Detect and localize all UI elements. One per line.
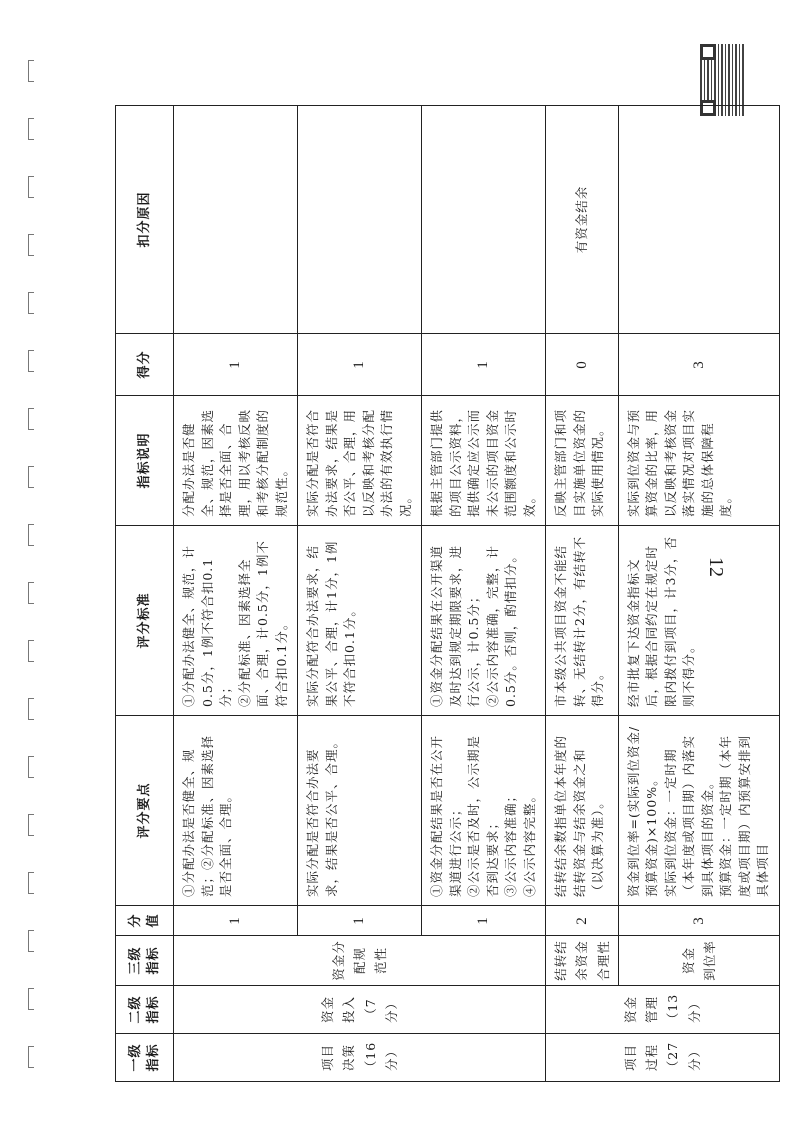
binding-mark <box>28 350 34 372</box>
binding-mark <box>28 466 34 488</box>
weight-cell: 1 <box>422 906 546 936</box>
weight-cell: 1 <box>298 906 422 936</box>
key-points-cell: ①资金分配结果是否在公开渠道进行公示； ②公示是否及时，公示期是否到达要求； ③公示内容准确； ④公示内容完整。 <box>422 716 546 906</box>
score-cell: 1 <box>422 334 546 396</box>
key-points-cell: ①分配办法是否健全、规范；②分配标准、因素选择是否全面、合理。 <box>174 716 298 906</box>
header-level1: 一级 指标 <box>116 1034 174 1082</box>
deduction-cell <box>422 106 546 334</box>
deduction-cell <box>298 106 422 334</box>
header-key-points: 评分要点 <box>116 716 174 906</box>
deduction-cell: 有资金结余 <box>546 106 619 334</box>
header-deduction: 扣分原因 <box>116 106 174 334</box>
header-criteria: 评分标准 <box>116 526 174 716</box>
level1-cell: 项目 决策 （16分） <box>174 1034 546 1082</box>
level2-cell: 资金 管理 （13 分） <box>546 986 780 1034</box>
binding-mark <box>28 698 34 720</box>
binding-mark <box>28 756 34 778</box>
description-cell: 实际分配是否符合办法要求，结果是否公平、合理，用以反映和考核分配办法的有效执行情况。 <box>298 396 422 526</box>
header-weight: 分 值 <box>116 906 174 936</box>
score-cell: 3 <box>618 334 779 396</box>
weight-cell: 2 <box>546 906 619 936</box>
binding-mark <box>28 988 34 1010</box>
table-row <box>422 106 546 1082</box>
key-points-cell: 结转结余数指单位本年度的结转资金与结余资金之和（以决算为准）。 <box>546 716 619 906</box>
criteria-cell: ①分配办法健全、规范，计0.5分，1例不符合扣0.1分； ②分配标准、因素选择全面、合理，计0.5分，1例不符合扣0.1分。 <box>174 526 298 716</box>
header-level2: 二级 指标 <box>116 986 174 1034</box>
description-cell: 根据主管部门提供的项目公示资料，提供确定应公示而未公示的项目资金范围额度和公示时效。 <box>422 396 546 526</box>
criteria-cell: 经市批复下达资金指标文后，根据合同约定在规定时限内拨付到项目，计3分，否则不得分。 <box>618 526 779 716</box>
key-points-cell: 资金到位率=(实际到位资金/预算资金)×100%。 实际到位资金：一定时期（本年度或项目期）内落实到具体项目的资金。 预算资金：一定时期（本年度或项目期）内预算安排到具体项目 <box>618 716 779 906</box>
score-cell: 1 <box>298 334 422 396</box>
criteria-cell: 市本级公共项目资金不能结转、无结转计2分，有结转不得分。 <box>546 526 619 716</box>
binding-mark <box>28 524 34 546</box>
table-row <box>546 106 619 1082</box>
binding-mark <box>28 408 34 430</box>
binding-mark <box>28 118 34 140</box>
weight-cell: 1 <box>174 906 298 936</box>
key-points-cell: 实际分配是否符合办法要求，结果是否公平、合理。 <box>298 716 422 906</box>
binding-mark <box>28 1046 34 1068</box>
binding-mark <box>28 582 34 604</box>
description-cell: 实际到位资金与预算资金的比率，用以反映和考核资金落实情况对项目实施的总体保障程度。 <box>618 396 779 526</box>
deduction-cell <box>174 106 298 334</box>
binding-mark <box>28 234 34 256</box>
table-row <box>174 106 298 1082</box>
deduction-cell <box>618 106 779 334</box>
score-cell: 1 <box>174 334 298 396</box>
table-row <box>618 106 779 1082</box>
binding-mark <box>28 872 34 894</box>
header-level3: 三级 指标 <box>116 936 174 986</box>
criteria-cell: 实际分配符合办法要求，结果公平、合理，计1分，1例不符合扣0.1分。 <box>298 526 422 716</box>
binding-mark <box>28 176 34 198</box>
criteria-cell: ①资金分配结果在公开渠道及时达到规定期限要求，进行公示，计0.5分； ②公示内容准确，完整，计0.5分。否则，酌情扣分。 <box>422 526 546 716</box>
binding-mark <box>28 930 34 952</box>
binding-mark <box>28 640 34 662</box>
header-description: 指标说明 <box>116 396 174 526</box>
description-cell: 反映主管部门和项目实施单位资金的实际使用情况。 <box>546 396 619 526</box>
description-cell: 分配办法是否健全、规范，因素选择是否全面、合理，用以考核反映和考核分配制度的规范性。 <box>174 396 298 526</box>
table-row <box>298 106 422 1082</box>
level3-cell: 结转结余资金合理性 <box>546 936 619 986</box>
page-number: 12 <box>705 557 727 577</box>
level1-cell: 项目 过程 （27分） <box>546 1034 780 1082</box>
score-cell: 0 <box>546 334 619 396</box>
level3-cell: 资金 到位率 <box>618 936 779 986</box>
level3-cell: 资金分 配规 范性 <box>174 936 546 986</box>
weight-cell: 3 <box>618 906 779 936</box>
evaluation-table <box>115 105 780 1082</box>
binding-mark <box>28 814 34 836</box>
header-score: 得分 <box>116 334 174 396</box>
binding-mark <box>28 60 34 82</box>
level2-cell: 资金 投入 （7分） <box>174 986 546 1034</box>
binding-mark <box>28 292 34 314</box>
